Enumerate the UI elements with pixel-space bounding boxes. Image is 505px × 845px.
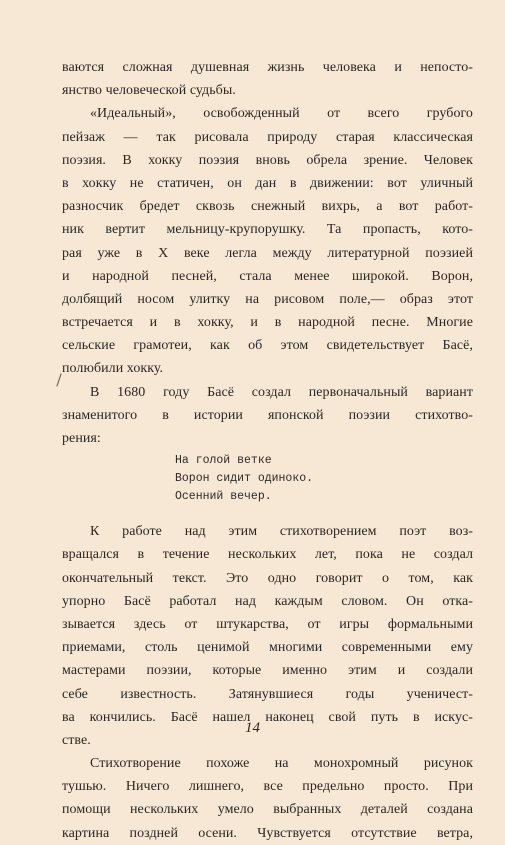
text-line: вращался в течение нескольких лет, пока не создал — [62, 547, 473, 563]
text-line: помощи нескольких умело выбранных деталей создана — [62, 802, 473, 818]
text-line: В 1680 году Басё создал первоначальный вариант — [90, 384, 473, 400]
text-line: рая уже в X веке легла между литературной поэзией — [62, 245, 473, 261]
text-line: встречается и в хокку, и в народной песне. Многие — [62, 315, 473, 331]
text-line: стве. — [62, 732, 91, 748]
text-line: разносчик бредет сквозь снежный вихрь, а вот работ- — [62, 199, 473, 215]
text-line: «Идеальный», освобожденный от всего грубого — [90, 106, 473, 122]
text-line: в хокку не статичен, он дан в движении: вот уличный — [62, 175, 473, 191]
text-line: упорно Басё работал над каждым словом. Он отка- — [62, 593, 473, 609]
poem-line: Ворон сидит одиноко. — [175, 472, 314, 486]
text-line: ваются сложная душевная жизнь человека и непосто- — [62, 60, 473, 75]
text-line: полюбили хокку. — [62, 361, 164, 377]
text-line: мастерами поэзии, которые именно этим и создали — [62, 663, 473, 679]
text-line: знаменитого в истории японской поэзии стихотво- — [62, 407, 473, 423]
text-line: К работе над этим стихотворением поэт воз- — [90, 524, 473, 540]
text-line: поэзия. В хокку поэзия вновь обрела зрение. Человек — [62, 152, 473, 168]
text-line: пейзаж — так рисовала природу старая классическая — [62, 129, 473, 145]
text-line: зывается здесь от штукарства, от игры формальными — [62, 616, 473, 632]
paragraph — [62, 102, 473, 380]
text-line: себе известность. Затянувшиеся годы ученичест- — [62, 686, 473, 702]
text-line: картина поздней осени. Чувствуется отсутствие ветра, — [62, 825, 473, 841]
paragraph — [62, 381, 473, 451]
paragraph — [62, 520, 473, 752]
text-line: и народной песней, стала менее широкой. Ворон, — [62, 268, 473, 284]
text-line: янство человеческой судьбы. — [62, 83, 236, 99]
page-number: 14 — [245, 720, 260, 736]
text-line: окончательный текст. Это одно говорит о том, как — [62, 570, 473, 586]
text-line: сельские грамотеи, как об этом свидетельствует Басё, — [62, 338, 473, 354]
text-line: приемами, столь ценимой многими современными ему — [62, 640, 473, 656]
paragraph — [62, 56, 473, 102]
text-line: тушью. Ничего лишнего, все предельно просто. При — [62, 779, 473, 795]
text-line: ва кончились. Басё нашел наконец свой путь в искус- — [62, 709, 473, 725]
text-line: ник вертит мельницу-крупорушку. Та пропасть, кото- — [62, 222, 473, 238]
poem-line: Осенний вечер. — [175, 490, 272, 504]
pencil-margin-mark — [55, 373, 63, 387]
text-line: рения: — [62, 431, 101, 446]
poem-line: На голой ветке — [175, 454, 272, 468]
text-line: Стихотворение похоже на монохромный рисунок — [90, 756, 473, 772]
poem-quote — [175, 452, 473, 506]
text-line: долбящий носом улитку на рисовом поле,— образ этот — [62, 291, 473, 307]
paragraph — [62, 752, 473, 845]
